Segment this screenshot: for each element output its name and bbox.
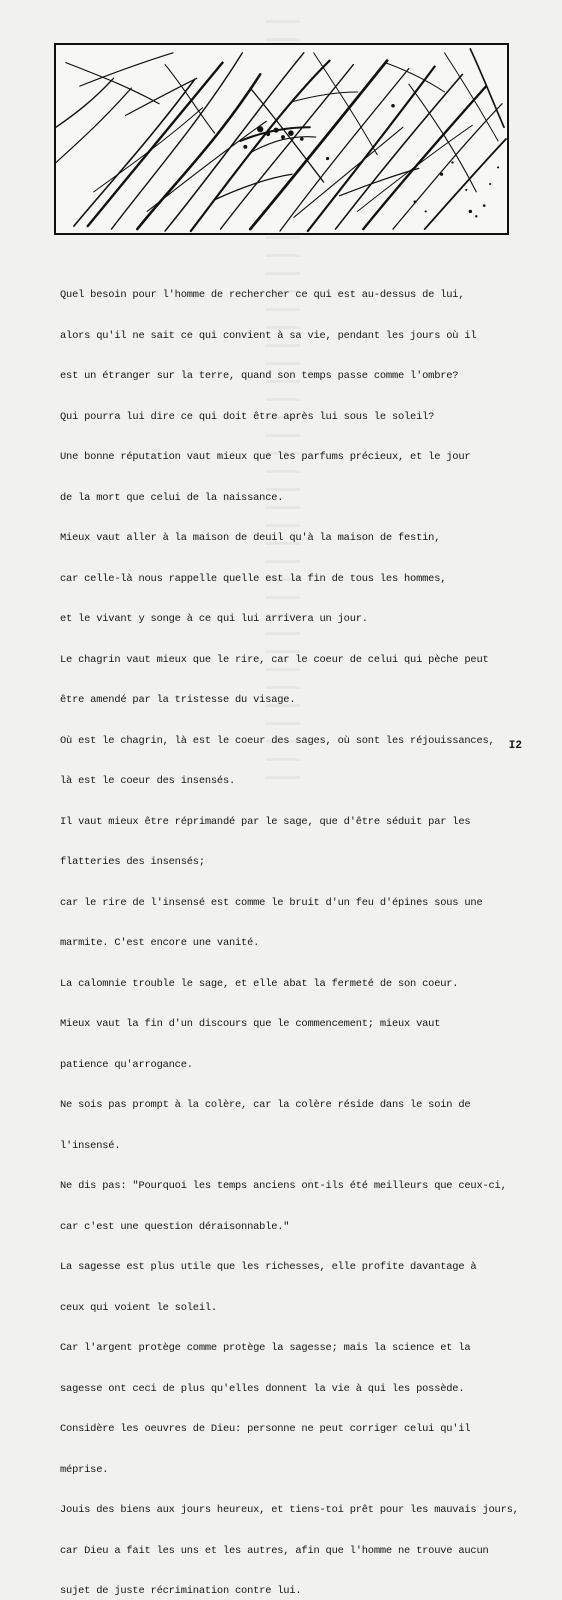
text-line: Jouis des biens aux jours heureux, et tiens-toi prêt pour les mauvais jours, [60, 1504, 519, 1516]
ink-drawing [56, 45, 507, 233]
text-line: là est le coeur des insensés. [60, 775, 236, 787]
text-line: sujet de juste récrimination contre lui. [60, 1585, 302, 1597]
text-line: de la mort que celui de la naissance. [60, 491, 284, 504]
text-line: et le vivant y songe à ce qui lui arrivera un jour. [60, 613, 368, 625]
text-line: Quel besoin pour l'homme de rechercher ce qui est au-dessus de lui, [60, 289, 465, 301]
text-line: ceux qui voient le soleil. [60, 1301, 217, 1314]
text-line: sagesse ont ceci de plus qu'elles donnent la vie à qui les possède. [60, 1382, 465, 1395]
text-line: marmite. C'est encore une vanité. [60, 937, 260, 949]
text-line: car c'est une question déraisonnable." [60, 1220, 290, 1233]
text-line: Il vaut mieux être réprimandé par le sage, que d'être séduit par les [60, 815, 471, 828]
text-line: car celle-là nous rappelle quelle est la fin de tous les hommes, [60, 572, 447, 585]
text-line: Ne sois pas prompt à la colère, car la colère réside dans le soin de [60, 1099, 471, 1111]
text-line: La sagesse est plus utile que les richesses, elle profite davantage à [60, 1261, 477, 1273]
text-line: est un étranger sur la terre, quand son temps passe comme l'ombre? [60, 370, 459, 382]
text-line: l'insensé. [60, 1139, 121, 1152]
text-line: Qui pourra lui dire ce qui doit être après lui sous le soleil? [60, 410, 435, 423]
text-line: alors qu'il ne sait ce qui convient à sa vie, pendant les jours où il [60, 329, 477, 342]
text-line: Car l'argent protège comme protège la sagesse; mais la science et la [60, 1342, 471, 1354]
text-line: car Dieu a fait les uns et les autres, afin que l'homme ne trouve aucun [60, 1544, 489, 1557]
text-line: La calomnie trouble le sage, et elle abat la fermeté de son coeur. [60, 977, 459, 990]
text-block [60, 262, 530, 1600]
text-line: Une bonne réputation vaut mieux que les parfums précieux, et le jour [60, 451, 471, 463]
text-line: Où est le chagrin, là est le coeur des sages, où sont les réjouissances, [60, 734, 495, 747]
ink-illustration [54, 43, 509, 235]
text-line: Considère les oeuvres de Dieu: personne ne peut corriger celui qu'il [60, 1423, 471, 1435]
text-line: Mieux vaut la fin d'un discours que le commencement; mieux vaut [60, 1018, 441, 1030]
page-number: I2 [508, 740, 522, 752]
text-line: patience qu'arrogance. [60, 1058, 193, 1071]
text-line: Mieux vaut aller à la maison de deuil qu'à la maison de festin, [60, 532, 441, 544]
text-line: méprise. [60, 1463, 109, 1476]
text-line: car le rire de l'insensé est comme le bruit d'un feu d'épines sous une [60, 896, 483, 909]
text-line: Le chagrin vaut mieux que le rire, car le coeur de celui qui pèche peut [60, 653, 489, 666]
text-line: Ne dis pas: "Pourquoi les temps anciens ont-ils été meilleurs que ceux-ci, [60, 1180, 507, 1192]
text-line: flatteries des insensés; [60, 856, 205, 868]
text-line: être amendé par la tristesse du visage. [60, 694, 296, 706]
